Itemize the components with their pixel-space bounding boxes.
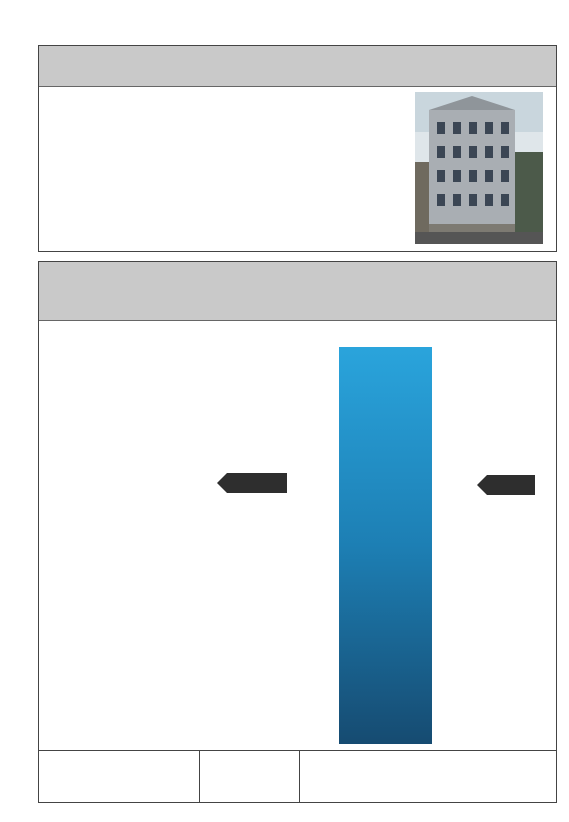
energy-title-bar xyxy=(39,262,556,291)
left-value-badge xyxy=(217,473,287,493)
header-title-bar xyxy=(39,46,556,87)
energy-panel xyxy=(38,261,557,803)
building-photo xyxy=(415,92,543,244)
energy-subheader xyxy=(39,290,556,321)
measure-row xyxy=(39,321,556,333)
page-title xyxy=(39,46,556,49)
header-panel xyxy=(38,45,557,252)
totals-row xyxy=(39,750,556,803)
primary-energy-scale xyxy=(339,347,432,744)
energy-title xyxy=(39,262,556,266)
right-value-badge xyxy=(477,475,535,495)
